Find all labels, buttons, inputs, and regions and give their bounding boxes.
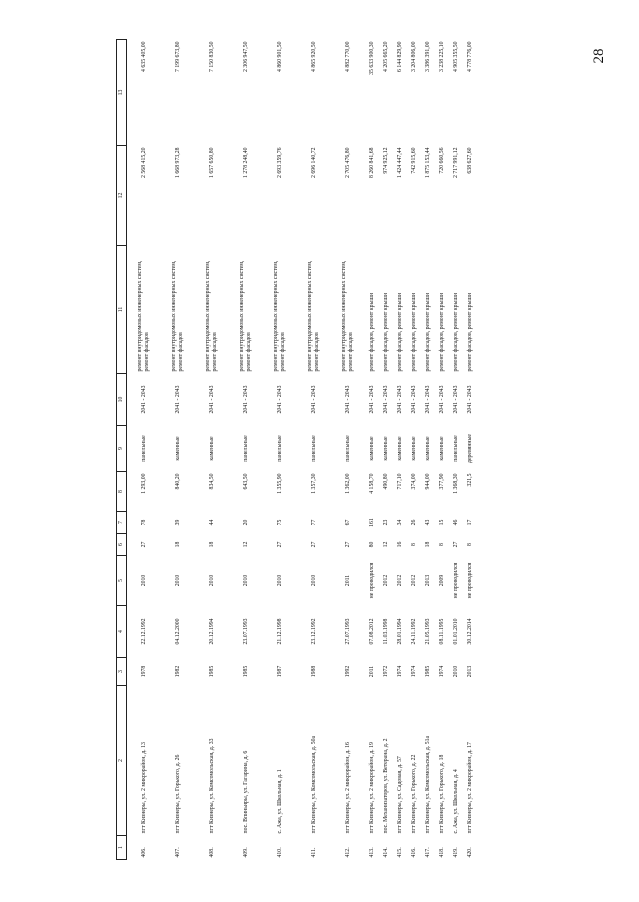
column-header: 4 [117,606,127,658]
floors-count-cell: 27 [452,541,459,548]
repair-period-cell: 2041 - 2043 [344,385,351,414]
total-cost-cell: 7 199 673,80 [174,41,181,72]
build-year-cell: 1974 [396,665,403,678]
wall-material-cell: панельные [310,435,317,462]
repair-period-cell: 2041 - 2043 [382,385,389,414]
build-year-cell: 1985 [208,665,215,678]
area-cell: 717,10 [396,473,403,490]
last-repair-year-cell: 2012 [410,574,417,587]
privatization-date-cell: 27.07.1993 [344,618,351,645]
apartments-count-cell: 43 [424,519,431,526]
capital-repair-table [116,39,477,860]
repair-cost-cell: 2 717 991,12 [452,147,459,178]
repair-works-cell: ремонт внутридомовых инженерных систем, ремонт фасадов [137,260,150,372]
column-header: 1 [117,836,127,860]
repair-period-cell: 2041 - 2043 [410,385,417,414]
privatization-date-cell: 04.12.2000 [174,618,181,645]
repair-works-cell: ремонт фасадов, ремонт крыши [438,293,445,372]
repair-cost-cell: 1 657 650,80 [208,147,215,178]
total-cost-cell: 6 144 829,90 [396,41,403,72]
area-cell: 321,5 [466,473,473,487]
row-number-cell: 417. [424,847,431,858]
apartments-count-cell: 77 [310,519,317,526]
floors-count-cell: 12 [242,541,249,548]
area-cell: 840,20 [174,473,181,490]
column-header: 3 [117,658,127,686]
row-number-cell: 415. [396,847,403,858]
last-repair-year-cell: 2010 [174,574,181,587]
address-cell: пгт Кизнеры, ул. 2 микрорайон, д. 16 [344,742,351,834]
repair-period-cell: 2041 - 2043 [140,385,147,414]
repair-works-cell: ремонт внутридомовых инженерных систем, ремонт фасадов [307,260,320,372]
row-number-cell: 420. [466,847,473,858]
total-cost-cell: 35 633 900,30 [368,41,375,75]
repair-cost-cell: 720 660,56 [438,147,445,174]
total-cost-cell: 3 204 806,00 [410,41,417,72]
wall-material-cell: каменные [208,436,215,461]
page-number: 28 [591,48,607,64]
address-cell: пгт Кизнеры, ул. Садовая, д. 57 [396,756,403,834]
row-number-cell: 412. [344,847,351,858]
wall-material-cell: каменные [396,436,403,461]
build-year-cell: 1972 [382,665,389,678]
table-row [263,40,297,860]
column-header: 8 [117,472,127,512]
table-row [463,40,477,860]
last-repair-year-cell: 2009 [438,574,445,587]
repair-cost-cell: 2 705 476,80 [344,147,351,178]
apartments-count-cell: 78 [140,519,147,526]
repair-period-cell: 2041 - 2043 [466,385,473,414]
last-repair-year-cell: 2010 [242,574,249,587]
repair-period-cell: 2041 - 2043 [208,385,215,414]
last-repair-year-cell: не проводился [368,562,375,599]
area-cell: 643,50 [242,473,249,490]
repair-cost-cell: 974 925,12 [382,147,389,174]
column-header: 13 [117,40,127,146]
repair-cost-cell: 742 915,60 [410,147,417,174]
column-header: 12 [117,146,127,246]
table-row [379,40,393,860]
apartments-count-cell: 15 [438,519,445,526]
apartments-count-cell: 23 [382,519,389,526]
total-cost-cell: 4 882 770,00 [344,41,351,72]
privatization-date-cell: 21.12.1998 [276,618,283,645]
wall-material-cell: панельные [276,435,283,462]
apartments-count-cell: 46 [452,519,459,526]
repair-cost-cell: 638 627,60 [466,147,473,174]
repair-works-cell: ремонт фасадов, ремонт крыши [382,293,389,372]
address-cell: пгт Кизнеры, ул. Комсомольская, д. 33 [208,738,215,834]
build-year-cell: 1974 [410,665,417,678]
address-cell: пос. Механизаторов, ул. Ветерана, д. 2 [382,738,389,834]
repair-works-cell: ремонт фасадов, ремонт крыши [452,293,459,372]
repair-works-cell: ремонт внутридомовых инженерных систем, ремонт фасадов [273,260,286,372]
privatization-date-cell: 30.12.2014 [466,618,473,645]
repair-period-cell: 2041 - 2043 [242,385,249,414]
wall-material-cell: панельные [242,435,249,462]
last-repair-year-cell: 2012 [382,574,389,587]
total-cost-cell: 2 306 947,50 [242,41,249,72]
column-header: 2 [117,686,127,836]
area-cell: 1 357,30 [310,473,317,494]
table-row [421,40,435,860]
address-cell: пгт Кизнеры, ул. 2 микрорайон, д. 13 [140,742,147,834]
privatization-date-cell: 11.03.1998 [382,618,389,645]
address-cell: с. Ажа, ул. Школьная, д. 4 [452,769,459,834]
repair-cost-cell: 2 693 359,76 [276,147,283,178]
last-repair-year-cell: 2012 [396,574,403,587]
last-repair-year-cell: 2010 [208,574,215,587]
row-number-cell: 413. [368,847,375,858]
repair-period-cell: 2041 - 2043 [368,385,375,414]
repair-works-cell: ремонт фасадов, ремонт крыши [410,293,417,372]
floors-count-cell: 18 [424,541,431,548]
floors-count-cell: 18 [208,541,215,548]
repair-cost-cell: 2 696 140,72 [310,147,317,178]
last-repair-year-cell: не проводился [452,562,459,599]
row-number-cell: 407. [174,847,181,858]
repair-works-cell: ремонт внутридомовых инженерных систем, ремонт фасадов [341,260,354,372]
floors-count-cell: 80 [368,541,375,548]
build-year-cell: 2011 [368,665,375,678]
repair-works-cell: ремонт внутридомовых инженерных систем, ремонт фасадов [171,260,184,372]
repair-cost-cell: 8 260 841,68 [368,147,375,178]
last-repair-year-cell: 2010 [310,574,317,587]
build-year-cell: 1978 [140,665,147,678]
table-row [435,40,449,860]
wall-material-cell: панельные [344,435,351,462]
wall-material-cell: каменные [382,436,389,461]
wall-material-cell: панельные [452,435,459,462]
area-cell: 1 362,00 [344,473,351,494]
build-year-cell: 2013 [466,665,473,678]
column-header: 5 [117,556,127,606]
row-number-cell: 419. [452,847,459,858]
wall-material-cell: деревянные [466,434,473,463]
privatization-date-cell: 23.12.1992 [310,618,317,645]
floors-count-cell: 8 [410,543,417,546]
repair-period-cell: 2041 - 2043 [452,385,459,414]
apartments-count-cell: 161 [368,518,375,527]
apartments-count-cell: 39 [174,519,181,526]
privatization-date-cell: 20.12.1994 [208,618,215,645]
area-cell: 490,80 [382,473,389,490]
row-number-cell: 408. [208,847,215,858]
build-year-cell: 1974 [438,665,445,678]
repair-cost-cell: 1 668 973,28 [174,147,181,178]
address-cell: пгт Кизнеры, ул. Комсомольская, д. 51а [424,735,431,834]
floors-count-cell: 8 [466,543,473,546]
row-number-cell: 410. [276,847,283,858]
last-repair-year-cell: 2013 [424,574,431,587]
build-year-cell: 1992 [344,665,351,678]
privatization-date-cell: 01.01.2010 [452,618,459,645]
last-repair-year-cell: 2010 [140,574,147,587]
floors-count-cell: 27 [344,541,351,548]
build-year-cell: 1988 [310,665,317,678]
last-repair-year-cell: 2011 [344,574,351,587]
table-row [331,40,365,860]
area-cell: 944,00 [424,473,431,490]
address-cell: пгт Кизнеры, ул. Горького, д. 26 [174,754,181,834]
area-cell: 1 355,90 [276,473,283,494]
total-cost-cell: 4 205 665,20 [382,41,389,72]
repair-cost-cell: 1 278 248,40 [242,147,249,178]
repair-period-cell: 2041 - 2043 [396,385,403,414]
table-row [297,40,331,860]
apartments-count-cell: 20 [242,519,249,526]
area-cell: 834,50 [208,473,215,490]
table-row [161,40,195,860]
total-cost-cell: 3 386 391,00 [424,41,431,72]
area-cell: 1 293,00 [140,473,147,494]
column-header: 6 [117,534,127,556]
privatization-date-cell: 28.01.1994 [396,618,403,645]
repair-period-cell: 2041 - 2043 [438,385,445,414]
repair-works-cell: ремонт фасадов, ремонт крыши [424,293,431,372]
area-cell: 377,90 [438,473,445,490]
column-header: 10 [117,374,127,426]
total-cost-cell: 4 865 920,50 [310,41,317,72]
address-cell: пгт Кизнеры, ул. 2 микрорайон, д. 17 [466,742,473,834]
table-row [127,40,162,860]
repair-cost-cell: 2 568 415,20 [140,147,147,178]
repair-cost-cell: 1 875 153,44 [424,147,431,178]
repair-works-cell: ремонт фасадов, ремонт крыши [466,293,473,372]
wall-material-cell: каменные [424,436,431,461]
total-cost-cell: 3 238 225,10 [438,41,445,72]
privatization-date-cell: 07.08.2012 [368,618,375,645]
total-cost-cell: 4 905 355,50 [452,41,459,72]
repair-cost-cell: 1 424 447,44 [396,147,403,178]
floors-count-cell: 18 [174,541,181,548]
column-header: 9 [117,426,127,472]
area-cell: 4 158,70 [368,473,375,494]
table-row [393,40,407,860]
address-cell: с. Ажа, ул. Школьная, д. 1 [276,769,283,834]
area-cell: 374,00 [410,473,417,490]
row-number-cell: 414. [382,847,389,858]
total-cost-cell: 4 860 901,50 [276,41,283,72]
build-year-cell: 1982 [174,665,181,678]
total-cost-cell: 7 150 830,50 [208,41,215,72]
column-number-row [117,40,127,860]
floors-count-cell: 27 [140,541,147,548]
row-number-cell: 416. [410,847,417,858]
build-year-cell: 1985 [242,665,249,678]
wall-material-cell: каменные [410,436,417,461]
column-header: 7 [117,512,127,534]
total-cost-cell: 4 635 405,00 [140,41,147,72]
rotated-table-container [116,40,616,860]
floors-count-cell: 27 [310,541,317,548]
privatization-date-cell: 21.05.1993 [424,618,431,645]
row-number-cell: 409. [242,847,249,858]
repair-works-cell: ремонт внутридомовых инженерных систем, ремонт фасадов [239,260,252,372]
area-cell: 1 368,30 [452,473,459,494]
repair-works-cell: ремонт фасадов, ремонт крыши [368,293,375,372]
table-row [195,40,229,860]
repair-period-cell: 2041 - 2043 [174,385,181,414]
repair-period-cell: 2041 - 2043 [276,385,283,414]
last-repair-year-cell: не проводился [466,562,473,599]
table-row [365,40,379,860]
row-number-cell: 406. [140,847,147,858]
last-repair-year-cell: 2010 [276,574,283,587]
floors-count-cell: 12 [382,541,389,548]
privatization-date-cell: 22.12.1992 [140,618,147,645]
repair-period-cell: 2041 - 2043 [424,385,431,414]
row-number-cell: 411. [310,847,317,858]
column-header: 11 [117,246,127,374]
wall-material-cell: каменные [368,436,375,461]
address-cell: пгт Кизнеры, ул. Комсомольская, д. 50а [310,735,317,834]
apartments-count-cell: 26 [410,519,417,526]
address-cell: пос. Впиньиры, ул. Гагарина, д. 6 [242,750,249,834]
apartments-count-cell: 75 [276,519,283,526]
address-cell: пгт Кизнеры, ул. Горького, д. 22 [410,754,417,834]
build-year-cell: 2010 [452,665,459,678]
table-row [407,40,421,860]
repair-works-cell: ремонт внутридомовых инженерных систем, ремонт фасадов [205,260,218,372]
address-cell: пгт Кизнеры, ул. 2 микрорайон, д. 19 [368,742,375,834]
table-body [127,40,478,860]
floors-count-cell: 16 [396,541,403,548]
build-year-cell: 1985 [424,665,431,678]
privatization-date-cell: 08.11.1995 [438,618,445,645]
row-number-cell: 418. [438,847,445,858]
table-row [449,40,463,860]
wall-material-cell: каменные [438,436,445,461]
wall-material-cell: каменные [174,436,181,461]
address-cell: пгт Кизнеры, ул. Горького, д. 18 [438,754,445,834]
apartments-count-cell: 44 [208,519,215,526]
floors-count-cell: 27 [276,541,283,548]
build-year-cell: 1987 [276,665,283,678]
wall-material-cell: панельные [140,435,147,462]
repair-period-cell: 2041 - 2043 [310,385,317,414]
privatization-date-cell: 23.07.1993 [242,618,249,645]
apartments-count-cell: 34 [396,519,403,526]
total-cost-cell: 4 778 776,00 [466,41,473,72]
apartments-count-cell: 67 [344,519,351,526]
floors-count-cell: 8 [438,543,445,546]
apartments-count-cell: 17 [466,519,473,526]
privatization-date-cell: 24.11.1992 [410,618,417,645]
repair-works-cell: ремонт фасадов, ремонт крыши [396,293,403,372]
table-row [229,40,263,860]
